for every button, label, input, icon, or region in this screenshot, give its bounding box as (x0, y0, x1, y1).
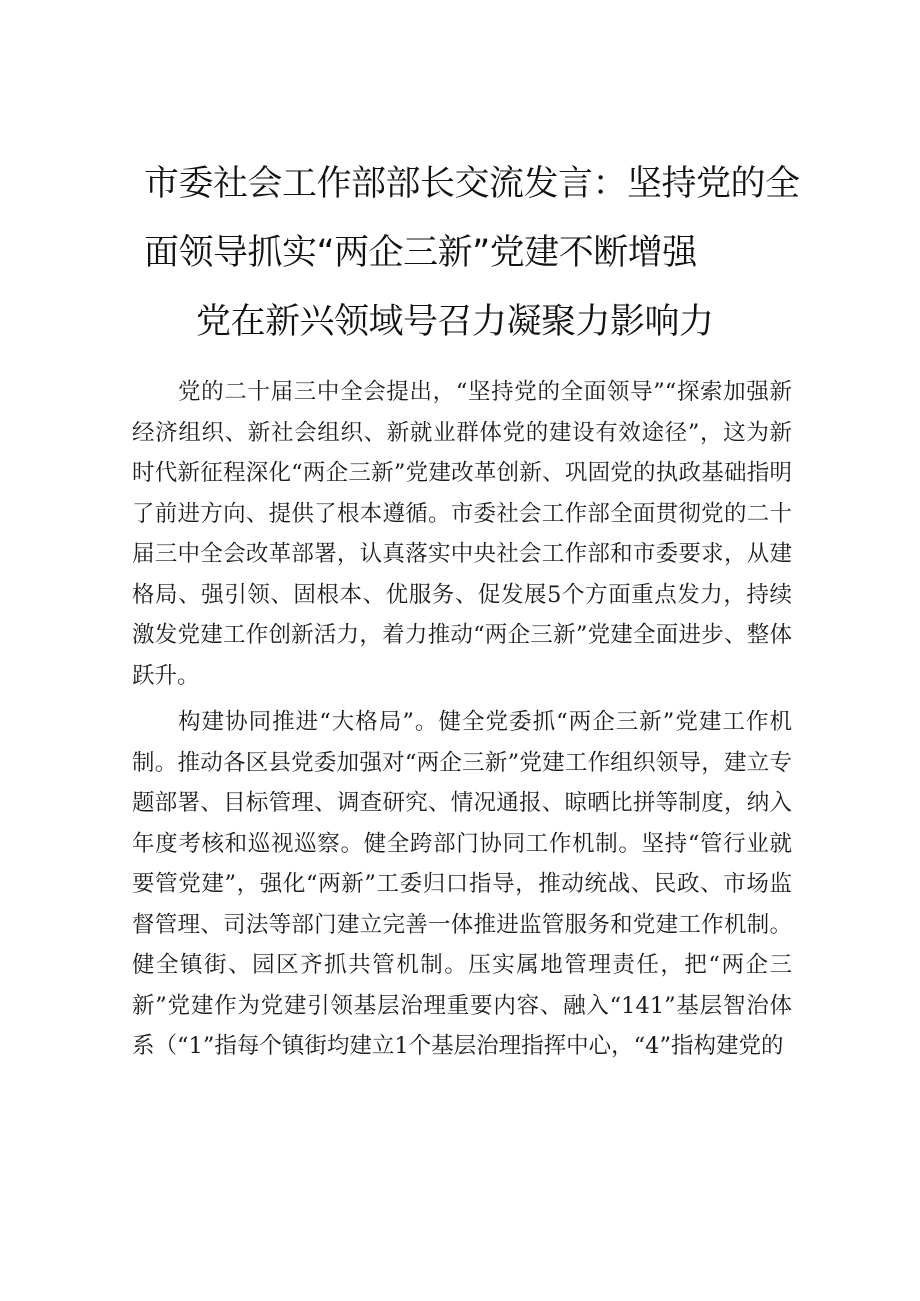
paragraph-intro: 党的二十届三中全会提出，“坚持党的全面领导”“探索加强新经济组织、新社会组织、新就业群体党的建设有效途径”，这为新时代新征程深化“两企三新”党建改革创新、巩固党的执政基础指明了前进方向、提供了根本遵循。市委社会工作部全面贯彻党的二十届三中全会改革部署，认真落实中央社会工作部和市委要求，从建格局、强引领、固根本、优服务、促发展5个方面重点发力，持续激发党建工作创新活力，着力推动“两企三新”党建全面进步、整体跃升。 (132, 379, 792, 689)
paragraph-section-1: 构建协同推进“大格局”。健全党委抓“两企三新”党建工作机制。推动各区县党委加强对“两企三新”党建工作组织领导，建立专题部署、目标管理、调查研究、情况通报、晾晒比拼等制度，纳入年度考核和巡视巡察。健全跨部门协同工作机制。坚持“管行业就要管党建”，强化“两新”工委归口指导，推动统战、民政、市场监督管理、司法等部门建立完善一体推进监管服务和党建工作机制。健全镇街、园区齐抓共管机制。压实属地管理责任，把“两企三新”党建作为党建引领基层治理重要内容、融入“141”基层智治体系（“1”指每个镇街均建立1个基层治理指挥中心，“4”指构建党的 (132, 709, 792, 1059)
document-body (132, 372, 792, 1067)
document-title (140, 150, 800, 357)
title-line-1: 市委社会工作部部长交流发言：坚持党的全 (144, 164, 800, 204)
title-line-2: 面领导抓实“两企三新”党建不断增强 (144, 233, 697, 273)
title-line-3: 党在新兴领域号召力凝聚力影响力 (196, 302, 714, 342)
